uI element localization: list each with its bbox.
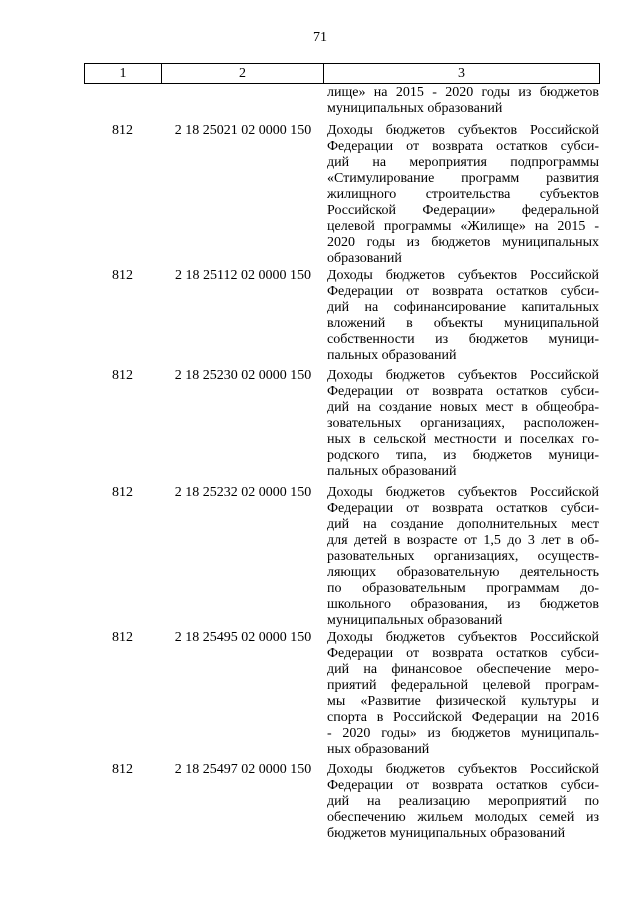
desc-line: Федерации от возврата остатков субси- <box>327 139 599 154</box>
desc-line: Доходы бюджетов субъектов Российской <box>327 485 599 500</box>
desc-line: вложений в объекты муниципальной <box>327 316 599 331</box>
desc-line: бюджетов муниципальных образований <box>327 826 566 841</box>
admin-code: 812 <box>112 485 133 500</box>
desc-line: Доходы бюджетов субъектов Российской <box>327 123 599 138</box>
header-col-2: 2 <box>162 64 324 83</box>
admin-code: 812 <box>112 268 133 283</box>
income-description <box>327 123 599 267</box>
table-header <box>84 63 600 84</box>
desc-line: дий на софинансирование капитальных <box>327 300 599 315</box>
desc-line: ных образований <box>327 742 430 757</box>
desc-line: Доходы бюджетов субъектов Российской <box>327 368 599 383</box>
desc-line: пальных образований <box>327 348 457 363</box>
desc-line: целевой программы «Жилище» на 2015 - <box>327 219 599 234</box>
desc-line: дий на создание дополнительных мест <box>327 517 599 532</box>
desc-line: приятий федеральной целевой програм- <box>327 678 599 693</box>
admin-code: 812 <box>112 123 133 138</box>
income-code: 2 18 25230 02 0000 150 <box>174 368 312 383</box>
desc-line: разовательных организациях, осуществ- <box>327 549 599 564</box>
desc-line: 2020 годы из бюджетов муниципальных <box>327 235 599 250</box>
desc-line: для детей в возрасте от 1,5 до 3 лет в об- <box>327 533 599 548</box>
desc-line: по образовательным программам до- <box>327 581 599 596</box>
desc-line: Федерации от возврата остатков субси- <box>327 778 599 793</box>
desc-line: дий на создание новых мест в общеобра- <box>327 400 599 415</box>
income-description <box>327 485 599 629</box>
income-description <box>327 630 599 758</box>
page-number: 71 <box>313 30 327 45</box>
desc-line: спорта в Российской Федерации на 2016 <box>327 710 599 725</box>
desc-line: мы «Развитие физической культуры и <box>327 694 599 709</box>
header-col-1: 1 <box>85 64 162 83</box>
desc-line: Доходы бюджетов субъектов Российской <box>327 630 599 645</box>
desc-line: Российской Федерации» федеральной <box>327 203 599 218</box>
desc-line: Федерации от возврата остатков субси- <box>327 284 599 299</box>
desc-line: дий на финансовое обеспечение меро- <box>327 662 599 677</box>
income-code: 2 18 25112 02 0000 150 <box>175 268 311 283</box>
desc-line: «Стимулирование программ развития <box>327 171 599 186</box>
desc-line: муниципальных образований <box>327 101 503 116</box>
admin-code: 812 <box>112 762 133 777</box>
desc-line: собственности из бюджетов муници- <box>327 332 599 347</box>
desc-line: - 2020 годы» из бюджетов муниципаль- <box>327 726 599 741</box>
desc-line: школьного образования, из бюджетов <box>327 597 599 612</box>
income-description <box>327 368 599 480</box>
desc-line: ляющих образовательную деятельность <box>327 565 599 580</box>
desc-line: образований <box>327 251 402 266</box>
desc-line: лище» на 2015 - 2020 годы из бюджетов <box>327 85 599 100</box>
desc-line: дий на реализацию мероприятий по <box>327 794 599 809</box>
desc-line: родского типа, из бюджетов муници- <box>327 448 599 463</box>
desc-line: ных в сельской местности и поселках го- <box>327 432 599 447</box>
income-description <box>327 762 599 842</box>
desc-line: дий на мероприятия подпрограммы <box>327 155 599 170</box>
desc-line: жилищного строительства субъектов <box>327 187 599 202</box>
desc-line: Доходы бюджетов субъектов Российской <box>327 268 599 283</box>
desc-line: Федерации от возврата остатков субси- <box>327 501 599 516</box>
income-code: 2 18 25232 02 0000 150 <box>174 485 312 500</box>
desc-line: Доходы бюджетов субъектов Российской <box>327 762 599 777</box>
income-description <box>327 268 599 364</box>
income-code: 2 18 25495 02 0000 150 <box>174 630 312 645</box>
header-col-3: 3 <box>458 66 465 81</box>
desc-line: Федерации от возврата остатков субси- <box>327 646 599 661</box>
desc-line: обеспечению жильем молодых семей из <box>327 810 599 825</box>
admin-code: 812 <box>112 368 133 383</box>
income-code: 2 18 25021 02 0000 150 <box>174 123 312 138</box>
desc-line: Федерации от возврата остатков субси- <box>327 384 599 399</box>
desc-line: зовательных организациях, расположен- <box>327 416 599 431</box>
desc-line: пальных образований <box>327 464 457 479</box>
admin-code: 812 <box>112 630 133 645</box>
income-code: 2 18 25497 02 0000 150 <box>174 762 312 777</box>
continuation-description <box>327 85 599 117</box>
desc-line: муниципальных образований <box>327 613 503 628</box>
